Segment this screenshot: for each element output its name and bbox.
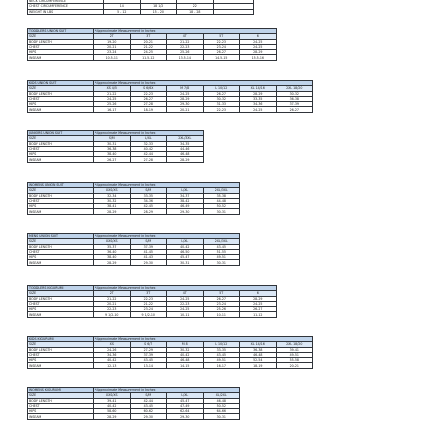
measurement-cell: 22	[177, 4, 214, 9]
measurement-cell: 23-24	[203, 44, 240, 49]
row-label: INSEAM	[28, 157, 94, 162]
size-column-header: 6	[240, 291, 277, 296]
size-table-juniors-union-suit	[27, 130, 204, 163]
measurement-cell: 46-50	[167, 249, 204, 254]
size-column-header: 4T	[167, 34, 204, 39]
measurement-cell: 36-38	[276, 96, 313, 101]
row-label: CHEST	[28, 44, 94, 49]
size-column-header: XL 14/16	[240, 86, 277, 91]
measurement-cell: 28-29	[94, 260, 131, 265]
measurement-cell: 41-45	[130, 249, 167, 254]
measurement-note: *Approximate Measurement in Inches	[94, 131, 204, 136]
measurement-cell: 30-31	[203, 414, 240, 419]
row-label: CHEST	[28, 301, 94, 306]
measurement-cell: 22-23	[203, 107, 240, 112]
measurement-cell: 34-36	[94, 352, 131, 357]
measurement-cell: 9 1/2-10	[130, 312, 167, 317]
measurement-cell: 20-21	[94, 44, 131, 49]
table-row	[28, 9, 254, 14]
size-column-header: S/M	[130, 393, 167, 398]
measurement-cell: 21-22	[167, 39, 204, 44]
measurement-cell: 26-27	[276, 107, 313, 112]
measurement-cell: 22-23	[167, 301, 204, 306]
row-label: INSEAM	[28, 55, 94, 60]
measurement-cell: 26-27	[203, 50, 240, 55]
size-table-womens-union-suit	[27, 182, 240, 215]
row-label: BODY LENGTH	[28, 91, 94, 96]
size-label: SIZE	[28, 86, 94, 91]
table-row	[28, 363, 313, 368]
measurement-cell: 26-27	[94, 157, 131, 162]
measurement-cell: 55-58	[276, 358, 313, 363]
measurement-cell: 20-21	[130, 39, 167, 44]
size-label: SIZE	[28, 239, 94, 244]
size-column-header: 3T	[130, 34, 167, 39]
measurement-cell: 40-42	[167, 352, 204, 357]
measurement-cell: 47-49	[167, 403, 204, 408]
measurement-cell: 46-48	[203, 398, 240, 403]
table-title: TODDLERS UNION SUIT	[28, 29, 94, 34]
size-column-header: L/XL	[130, 136, 167, 141]
measurement-cell: 26-27	[203, 91, 240, 96]
size-column-header: XXS/XS	[94, 393, 131, 398]
row-label: INSEAM	[28, 312, 94, 317]
measurement-cell: 5 - 12	[104, 9, 141, 14]
size-column-header: L/XL	[167, 188, 204, 193]
measurement-cell: 26-27	[203, 296, 240, 301]
row-label: INSEAM	[28, 260, 94, 265]
measurement-cell: 60-62	[130, 409, 167, 414]
measurement-cell: 18 - 28	[177, 9, 214, 14]
size-column-header: L/XL	[167, 239, 204, 244]
measurement-cell: 28-29	[94, 414, 131, 419]
measurement-cell: 12-13	[94, 363, 131, 368]
measurement-cell: 28-29	[167, 96, 204, 101]
measurement-cell: 24-25	[167, 307, 204, 312]
measurement-cell: 35-37	[94, 244, 131, 249]
measurement-note: *Approximate Measurement in Inches	[94, 81, 313, 86]
size-label: SIZE	[28, 136, 94, 141]
measurement-cell: 33-35	[203, 347, 240, 352]
measurement-cell: 21-22	[130, 44, 167, 49]
measurement-cell: 29-30	[130, 414, 167, 419]
measurement-cell: 34-36	[240, 102, 277, 107]
size-column-header: M 7/8	[167, 86, 204, 91]
row-label: CHEST	[28, 146, 94, 151]
row-label: HIPS	[28, 358, 94, 363]
measurement-cell: 43-45	[130, 403, 167, 408]
measurement-cell: 10-11	[203, 312, 240, 317]
measurement-cell: 42-45	[130, 204, 167, 209]
measurement-cell: 30-32	[94, 198, 131, 203]
size-column-header: L 10/12	[203, 342, 240, 347]
row-label: HIPS	[28, 102, 94, 107]
size-table-toddlers-union-suit	[27, 28, 277, 61]
measurement-cell: 28-29	[240, 91, 277, 96]
measurement-cell: 28-29	[167, 157, 204, 162]
measurement-cell: 34-35	[167, 141, 204, 146]
measurement-cell: 19-20	[94, 39, 131, 44]
size-column-header: S/M	[94, 136, 131, 141]
measurement-cell: 20-21	[94, 301, 131, 306]
measurement-cell: 24-25	[240, 44, 277, 49]
measurement-cell: 36-40	[94, 249, 131, 254]
row-label: CHEST	[28, 352, 94, 357]
size-column-header: XS 4/5	[94, 86, 131, 91]
measurement-cell: 24-25	[167, 91, 204, 96]
size-column-header: 6	[240, 34, 277, 39]
size-table-toddlers-kigurumi	[27, 285, 277, 318]
measurement-cell: 52-54	[240, 358, 277, 363]
measurement-cell: 30-31	[203, 260, 240, 265]
size-column-header: 2T	[94, 291, 131, 296]
row-label: CHEST	[28, 249, 94, 254]
measurement-cell: 32-33	[130, 141, 167, 146]
measurement-cell: 22-23	[130, 91, 167, 96]
size-column-header: XS	[94, 342, 131, 347]
measurement-cell: 33-35	[240, 96, 277, 101]
measurement-cell: 9 1/2-10	[94, 312, 131, 317]
measurement-cell: 24-25	[167, 296, 204, 301]
measurement-cell: 25-26	[94, 102, 131, 107]
measurement-cell: 38-40	[94, 255, 131, 260]
measurement-cell: 22-23	[167, 44, 204, 49]
measurement-cell: 35-38	[203, 193, 240, 198]
measurement-note: *Approximate Measurement in Inches	[94, 29, 277, 34]
table-title: WOMENS UNION SUIT	[28, 183, 94, 188]
size-column-header: L 10/12	[203, 86, 240, 91]
measurement-cell: 20-21	[167, 107, 204, 112]
measurement-cell: 45-47	[167, 255, 204, 260]
measurement-cell: 46-48	[167, 358, 204, 363]
measurement-cell: 24-26	[94, 347, 131, 352]
size-column-header: M 8	[167, 342, 204, 347]
measurement-cell: 50-52	[203, 403, 240, 408]
measurement-cell: 42-44	[130, 398, 167, 403]
measurement-cell: 23-24	[203, 301, 240, 306]
size-column-header: 5T	[203, 34, 240, 39]
measurement-cell: 22-23	[203, 39, 240, 44]
measurement-cell: 26-27	[130, 96, 167, 101]
measurement-cell: 42-44	[130, 152, 167, 157]
measurement-cell: 13.5-14	[167, 55, 204, 60]
measurement-cell	[213, 9, 253, 14]
measurement-cell: 58-60	[94, 409, 131, 414]
measurement-cell: 16-17	[203, 363, 240, 368]
measurement-cell: 64-66	[203, 409, 240, 414]
measurement-cell: 37-39	[130, 352, 167, 357]
measurement-cell: 25-26	[167, 50, 204, 55]
measurement-cell: 29-30	[167, 209, 204, 214]
measurement-cell: 24-25	[240, 39, 277, 44]
measurement-cell: 23-24	[94, 50, 131, 55]
table-row	[28, 260, 240, 265]
row-label: BODY LENGTH	[28, 398, 94, 403]
row-label: HIPS	[28, 307, 94, 312]
measurement-cell: 23-24	[130, 307, 167, 312]
row-label: BODY LENGTH	[28, 39, 94, 44]
measurement-cell: 46-48	[167, 152, 204, 157]
measurement-cell: 38-42	[167, 198, 204, 203]
measurement-cell: 30-32	[276, 91, 313, 96]
size-column-header: XL/2XL	[203, 393, 240, 398]
size-column-header: S/M	[130, 239, 167, 244]
row-label: INSEAM	[28, 363, 94, 368]
row-label: CHEST CIRCUMFERENCE	[28, 4, 104, 9]
measurement-cell: 39-41	[94, 398, 131, 403]
measurement-cell: 14.5-15	[203, 55, 240, 60]
measurement-cell: 40-42	[94, 403, 131, 408]
table-title: WOMENS KIGURUMI	[28, 388, 94, 393]
size-column-header: 2XL/3XL	[203, 188, 240, 193]
measurement-cell: 21-22	[130, 301, 167, 306]
measurement-cell: 34-36	[130, 198, 167, 203]
measurement-cell: 28-29	[130, 209, 167, 214]
measurement-cell: 30-31	[203, 209, 240, 214]
row-label: HIPS	[28, 409, 94, 414]
measurement-cell: 26-27	[240, 307, 277, 312]
size-column-header: S 6/6X	[130, 86, 167, 91]
measurement-cell: 31-33	[203, 102, 240, 107]
measurement-cell: 43-45	[203, 244, 240, 249]
size-label: SIZE	[28, 342, 94, 347]
row-label: BODY LENGTH	[28, 347, 94, 352]
measurement-cell: 46-48	[240, 352, 277, 357]
measurement-note: *Approximate Measurement in Inches	[94, 234, 240, 239]
table-row	[28, 107, 313, 112]
row-label: NECK CIRCUMFERENCE	[28, 0, 104, 4]
row-label: WEIGHT IN LBS	[28, 9, 104, 14]
top-partial-table	[27, 0, 254, 15]
measurement-cell: 34-37	[167, 193, 204, 198]
measurement-cell: 62-64	[167, 409, 204, 414]
measurement-cell: 40-42	[130, 146, 167, 151]
size-column-header: 2T	[94, 34, 131, 39]
measurement-cell: 14-15	[167, 363, 204, 368]
row-label: INSEAM	[28, 414, 94, 419]
measurement-cell: 10-11	[167, 312, 204, 317]
measurement-cell: 44-46	[167, 146, 204, 151]
measurement-cell: 40-42	[94, 358, 131, 363]
measurement-cell: 36-38	[240, 347, 277, 352]
table-row	[28, 55, 277, 60]
measurement-cell: 11-12	[240, 312, 277, 317]
measurement-cell: 22-23	[94, 307, 131, 312]
measurement-cell: 50-52	[203, 204, 240, 209]
size-column-header: S/M	[130, 188, 167, 193]
measurement-cell: 46-49	[167, 204, 204, 209]
row-label: BODY LENGTH	[28, 244, 94, 249]
measurement-note: *Approximate Measurement in Inches	[94, 183, 240, 188]
table-row	[28, 312, 277, 317]
row-label: HIPS	[28, 255, 94, 260]
measurement-cell: 33-35	[130, 193, 167, 198]
measurement-cell: 32-34	[94, 193, 131, 198]
measurement-cell: 15.5-16	[240, 55, 277, 60]
size-table-mens-union-suit	[27, 233, 240, 266]
measurement-cell: 43-45	[203, 352, 240, 357]
row-label: HIPS	[28, 204, 94, 209]
row-label: INSEAM	[28, 209, 94, 214]
measurement-cell: 11.5-12	[130, 55, 167, 60]
measurement-cell: 44-48	[203, 198, 240, 203]
size-column-header: 3T	[130, 291, 167, 296]
measurement-cell: 30-31	[94, 141, 131, 146]
measurement-cell: 27-28	[130, 102, 167, 107]
measurement-cell: 15 - 20	[140, 9, 177, 14]
measurement-cell: 18-19	[130, 107, 167, 112]
size-column-header: 2XL 18/20	[276, 86, 313, 91]
measurement-cell: 40-42	[167, 244, 204, 249]
measurement-note: *Approximate Measurement in Inches	[94, 337, 313, 342]
row-label: HIPS	[28, 50, 94, 55]
measurement-cell: 29-30	[130, 260, 167, 265]
row-label: BODY LENGTH	[28, 141, 94, 146]
measurement-cell: 38-41	[94, 204, 131, 209]
row-label: INSEAM	[28, 107, 94, 112]
measurement-cell: 27-28	[130, 157, 167, 162]
measurement-cell: 24-25	[130, 50, 167, 55]
measurement-cell: 13-14	[130, 363, 167, 368]
measurement-cell: 18 1/2	[140, 4, 177, 9]
measurement-cell: 49-51	[203, 255, 240, 260]
measurement-cell: 21-22	[94, 296, 131, 301]
measurement-cell: 38-40	[94, 152, 131, 157]
row-label: BODY LENGTH	[28, 193, 94, 198]
measurement-cell: 10.5-11	[94, 55, 131, 60]
row-label: CHEST	[28, 96, 94, 101]
row-label: CHEST	[28, 403, 94, 408]
size-label: SIZE	[28, 188, 94, 193]
table-title: JUNIORS UNION SUIT	[28, 131, 94, 136]
size-column-header: XXS/XS	[94, 188, 131, 193]
measurement-cell: 28-29	[94, 209, 131, 214]
measurement-cell: 29-30	[167, 102, 204, 107]
measurement-cell: 16-17	[94, 107, 131, 112]
size-column-header: S 6/7	[130, 342, 167, 347]
size-table-kids-kigurumi	[27, 336, 313, 369]
size-column-header: 2XL/3XL	[203, 239, 240, 244]
measurement-cell: 49-51	[203, 358, 240, 363]
size-label: SIZE	[28, 291, 94, 296]
size-column-header: 2XL/3XL	[167, 136, 204, 141]
size-label: SIZE	[28, 34, 94, 39]
measurement-cell: 24-25	[240, 107, 277, 112]
measurement-cell: 37-39	[276, 102, 313, 107]
measurement-cell: 43-45	[130, 358, 167, 363]
table-title: KIDS UNION SUIT	[28, 81, 94, 86]
row-label: BODY LENGTH	[28, 296, 94, 301]
size-column-header: 4T	[167, 291, 204, 296]
table-row	[28, 209, 240, 214]
measurement-cell: 28-29	[240, 50, 277, 55]
measurement-cell: 24-25	[240, 301, 277, 306]
measurement-cell: 29-30	[167, 414, 204, 419]
size-column-header: XL 14/16	[240, 342, 277, 347]
size-column-header: L/XL	[167, 393, 204, 398]
measurement-cell: 27-29	[130, 347, 167, 352]
measurement-cell: 30-32	[203, 96, 240, 101]
table-title: KIDS KIGURUMI	[28, 337, 94, 342]
measurement-cell: 14	[104, 4, 141, 9]
measurement-cell: 20-21	[276, 363, 313, 368]
size-table-kids-union-suit	[27, 80, 313, 113]
measurement-cell: 36-38	[94, 146, 131, 151]
measurement-cell: 24-25	[94, 96, 131, 101]
size-label: SIZE	[28, 393, 94, 398]
measurement-cell: 28-29	[240, 296, 277, 301]
table-title: MENS UNION SUIT	[28, 234, 94, 239]
measurement-cell: 25-26	[203, 307, 240, 312]
measurement-cell: 22-23	[130, 296, 167, 301]
measurement-cell: 45-47	[167, 398, 204, 403]
measurement-cell: 49-51	[276, 352, 313, 357]
measurement-cell: 41-43	[130, 255, 167, 260]
measurement-cell: 30-32	[167, 347, 204, 352]
row-label: HIPS	[28, 152, 94, 157]
size-column-header: XXS/XS	[94, 239, 131, 244]
measurement-note: *Approximate Measurement in Inches	[94, 286, 277, 291]
measurement-cell: 21-22	[94, 91, 131, 96]
measurement-cell: 30-31	[167, 260, 204, 265]
table-title: TODDLERS KIGURUMI	[28, 286, 94, 291]
measurement-cell: 51-55	[203, 249, 240, 254]
measurement-cell: 39-41	[276, 347, 313, 352]
table-row	[28, 414, 240, 419]
measurement-cell: 18-19	[240, 363, 277, 368]
measurement-note: *Approximate Measurement in Inches	[94, 388, 240, 393]
row-label: CHEST	[28, 198, 94, 203]
table-row	[28, 157, 204, 162]
measurement-cell: 37-39	[130, 244, 167, 249]
size-column-header: 5T	[203, 291, 240, 296]
size-table-womens-kigurumi	[27, 387, 240, 420]
size-column-header: 2XL 18/20	[276, 342, 313, 347]
